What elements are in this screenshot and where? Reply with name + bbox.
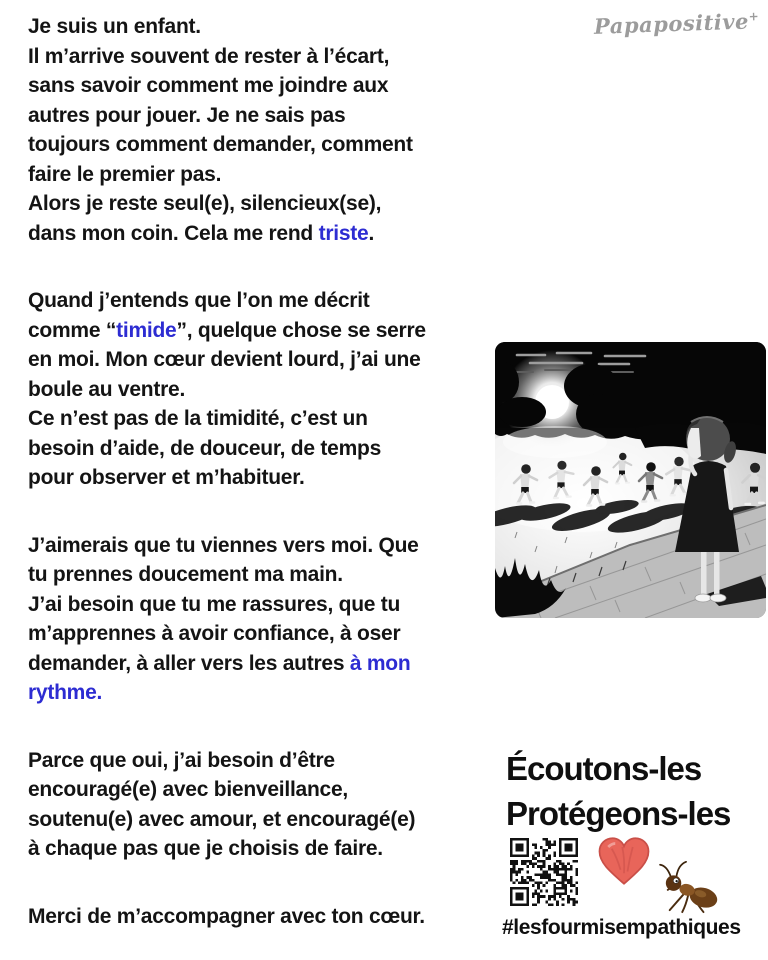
text-run: Quand j’entends que l’on me décrit (28, 289, 370, 312)
text-line (28, 286, 502, 316)
text-line (28, 560, 502, 590)
text-line (28, 130, 502, 160)
text-line (28, 619, 502, 649)
text-line (28, 805, 502, 835)
text-line (28, 678, 502, 708)
text-run: autres pour jouer. Je ne sais pas (28, 103, 346, 127)
accent-text: triste (318, 221, 369, 245)
illustration-art (495, 342, 766, 618)
text-column (28, 12, 502, 931)
text-line (28, 375, 502, 405)
text-run: boule au ventre. (28, 377, 186, 401)
text-run: dans mon coin. Cela me rend (28, 221, 319, 245)
text-line (28, 12, 502, 42)
text-run: Alors je reste seul(e), silencieux(se), (28, 192, 382, 215)
footer-hashtag: #lesfourmisempathiques (502, 916, 741, 939)
footer-heading (502, 746, 768, 836)
text-run: m’apprennes à avoir confiance, à oser (28, 622, 401, 645)
text-line (28, 42, 502, 72)
text-line (28, 189, 502, 219)
text-run: faire le premier pas. (28, 162, 222, 186)
paragraph (28, 531, 502, 708)
text-line (28, 902, 502, 932)
text-run: tu prennes doucement ma main. (28, 563, 343, 586)
text-line (28, 160, 502, 190)
text-line (28, 345, 502, 375)
text-run: . (368, 221, 375, 245)
text-run: encouragé(e) avec bienveillance, (28, 778, 348, 801)
paragraph (28, 12, 502, 248)
text-line (28, 531, 502, 561)
text-run: ”, quelque chose se serre (176, 318, 426, 342)
text-run: besoin d’aide, de douceur, de temps (28, 436, 381, 460)
heart-icon (596, 834, 652, 888)
text-line (28, 316, 502, 346)
text-run: Parce que oui, j’ai besoin d’être (28, 748, 335, 772)
paragraph (28, 286, 502, 493)
text-run: Je suis un enfant. (28, 15, 201, 38)
text-run: Merci de m’accompagner avec ton cœur. (28, 904, 425, 928)
text-run: sans savoir comment me joindre aux (28, 74, 389, 97)
text-run: à chaque pas que je choisis de faire. (28, 837, 383, 860)
text-run: J’aimerais que tu viennes vers moi. Que (28, 533, 419, 557)
text-run: Ce n’est pas de la timidité, c’est un (28, 407, 368, 430)
accent-text: timide (116, 318, 177, 342)
brand-logo-text: Papapositive (593, 8, 749, 39)
footer-block (502, 746, 768, 940)
text-line (28, 590, 502, 620)
text-line (28, 463, 502, 493)
paragraph (28, 746, 502, 864)
text-line (28, 404, 502, 434)
text-line (28, 71, 502, 101)
text-run: pour observer et m’habituer. (28, 466, 305, 489)
text-run: demander, à aller vers les autres (28, 651, 350, 675)
text-line (28, 434, 502, 464)
qr-code (510, 838, 578, 906)
text-run: Il m’arrive souvent de rester à l’écart, (28, 44, 390, 68)
text-run: soutenu(e) avec amour, et encouragé(e) (28, 807, 416, 831)
text-line (28, 746, 502, 776)
text-line (28, 219, 502, 249)
footer-heading-line1: Écoutons-les (506, 750, 702, 787)
text-line (28, 649, 502, 679)
text-line (28, 101, 502, 131)
text-run: en moi. Mon cœur devient lourd, j’ai une (28, 348, 421, 371)
paragraph (28, 902, 502, 932)
children-playing-illustration (495, 342, 766, 618)
brand-logo-plus: + (747, 9, 760, 24)
text-line (28, 834, 502, 864)
brand-logo (593, 8, 759, 39)
accent-text: à mon (349, 651, 411, 675)
text-run: toujours comment demander, comment (28, 133, 413, 156)
footer-badges (502, 838, 768, 910)
text-run: J’ai besoin que tu me rassures, que tu (28, 592, 401, 616)
ant-icon (654, 858, 724, 914)
footer-heading-line2: Protégeons-les (506, 795, 731, 832)
text-line (28, 775, 502, 805)
accent-text: rythme. (28, 681, 103, 704)
text-run: comme “ (28, 318, 117, 342)
